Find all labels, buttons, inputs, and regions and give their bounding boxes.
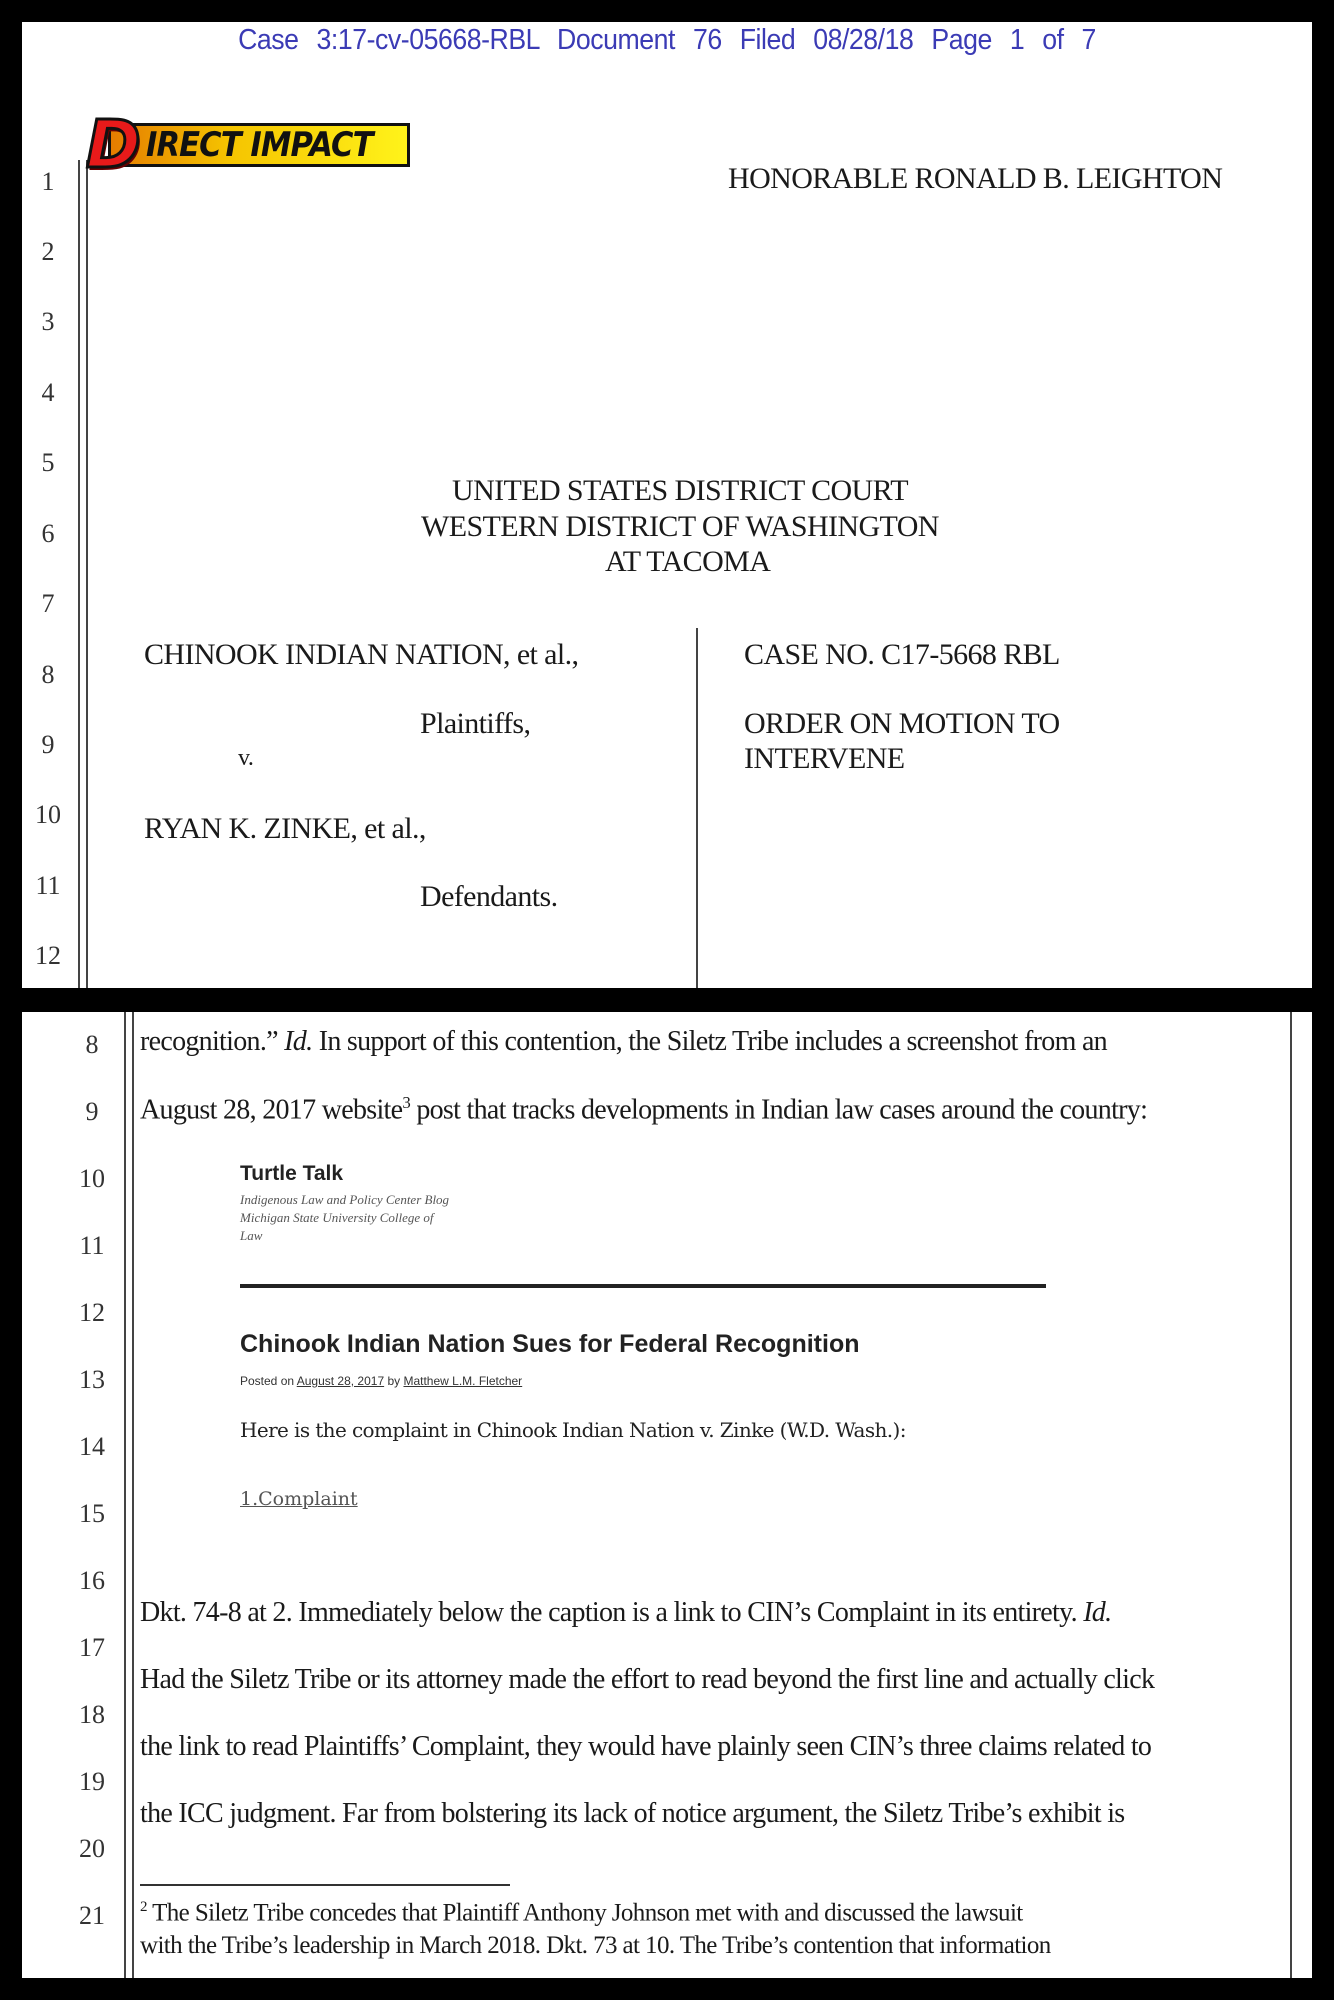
line-number: 15 — [79, 1499, 105, 1528]
line-number: 20 — [79, 1834, 105, 1863]
blog-site-subtitle: Law — [240, 1228, 263, 1243]
case-number: CASE NO. C17-5668 RBL — [744, 638, 1060, 671]
plaintiff-name: CHINOOK INDIAN NATION, et al., — [144, 638, 579, 671]
page-excerpt-crop — [22, 1012, 1312, 1978]
line-number: 13 — [79, 1365, 105, 1394]
caption-divider — [696, 628, 698, 988]
body-line-17: Had the Siletz Tribe or its attorney made the effort to read beyond the first line and actually click — [140, 1664, 1155, 1695]
line-number: 21 — [79, 1901, 105, 1930]
line-number: 9 — [85, 1097, 99, 1126]
line-number: 12 — [79, 1298, 105, 1327]
footnote-marker: 2 — [140, 1899, 147, 1915]
text: The Siletz Tribe concedes that Plaintiff Anthony Johnson met with and discussed the lawsuit — [146, 1899, 1023, 1927]
line-number: 3 — [41, 307, 55, 336]
blog-divider — [240, 1284, 1046, 1288]
id-citation: Id. — [1083, 1597, 1112, 1628]
line-number-rule-left — [78, 160, 80, 988]
author-link[interactable]: Matthew L.M. Fletcher — [403, 1374, 523, 1388]
footnote-line-1 — [140, 1899, 1023, 1927]
blog-post-meta — [240, 1374, 522, 1388]
line-number: 9 — [41, 730, 55, 759]
blog-post-body: Here is the complaint in Chinook Indian Nation v. Zinke (W.D. Wash.): — [240, 1418, 906, 1442]
text: August 28, 2017 website — [140, 1094, 403, 1126]
logo-text: IRECT IMPACT — [146, 125, 373, 165]
line-number: 14 — [79, 1432, 105, 1461]
line-number: 1 — [41, 167, 55, 196]
footnote-ref: 3 — [402, 1093, 411, 1112]
line-number-rule-left — [124, 1012, 126, 1978]
line-number: 6 — [41, 519, 55, 548]
right-margin-rule — [1290, 1012, 1292, 1978]
logo-initial: D — [86, 106, 141, 183]
line-number: 4 — [41, 378, 55, 407]
complaint-link[interactable]: 1.Complaint — [240, 1488, 358, 1510]
court-location: AT TACOMA — [605, 545, 771, 578]
line-number: 16 — [79, 1566, 105, 1595]
blog-site-subtitle: Indigenous Law and Policy Center Blog — [240, 1192, 450, 1207]
defendant-role: Defendants. — [420, 880, 558, 913]
line-number-rule-right — [132, 1012, 134, 1978]
text: Dkt. 74-8 at 2. Immediately below the caption is a link to CIN’s Complaint in its entirety. — [140, 1597, 1084, 1628]
body-line-16 — [140, 1597, 1111, 1629]
versus: v. — [238, 745, 254, 771]
posted-by: by — [384, 1374, 404, 1388]
text: post that tracks developments in Indian law cases around the country: — [410, 1094, 1148, 1126]
blog-site-subtitle: Michigan State University College of — [240, 1210, 434, 1225]
ecf-filing-header: Case 3:17-cv-05668-RBL Document 76 Filed 08/28/18 Page 1 of 7 — [238, 24, 1096, 56]
body-line-19: the ICC judgment. Far from bolstering its lack of notice argument, the Siletz Tribe’s exhibit is — [140, 1798, 1125, 1829]
line-number: 10 — [79, 1164, 105, 1193]
line-number: 12 — [35, 941, 61, 970]
footnote-separator — [140, 1884, 510, 1886]
line-number: 11 — [35, 871, 61, 900]
body-line-9 — [140, 1093, 1147, 1126]
court-name: UNITED STATES DISTRICT COURT — [452, 474, 908, 507]
line-number: 18 — [79, 1700, 105, 1729]
direct-impact-logo — [86, 106, 416, 191]
line-number: 8 — [41, 660, 55, 689]
text: recognition.” — [140, 1026, 285, 1057]
id-citation: Id. — [284, 1026, 313, 1057]
plaintiff-role: Plaintiffs, — [420, 707, 531, 740]
line-number: 7 — [41, 589, 55, 618]
defendant-name: RYAN K. ZINKE, et al., — [144, 812, 426, 845]
judge-name: HONORABLE RONALD B. LEIGHTON — [728, 162, 1223, 195]
order-title-line2: INTERVENE — [744, 742, 905, 775]
line-number: 8 — [85, 1030, 99, 1059]
line-number: 10 — [35, 800, 61, 829]
court-district: WESTERN DISTRICT OF WASHINGTON — [421, 510, 939, 543]
text: In support of this contention, the Siletz Tribe includes a screenshot from an — [312, 1026, 1107, 1057]
line-number: 5 — [41, 448, 55, 477]
blog-post-title: Chinook Indian Nation Sues for Federal Recognition — [240, 1330, 860, 1358]
posted-date-link[interactable]: August 28, 2017 — [296, 1374, 385, 1388]
line-number: 17 — [79, 1633, 105, 1662]
line-number: 2 — [41, 237, 55, 266]
line-number: 11 — [79, 1231, 105, 1260]
page-1-crop — [22, 22, 1312, 988]
footnote-line-2: with the Tribe’s leadership in March 2018. Dkt. 73 at 10. The Tribe’s contention that information — [140, 1932, 1051, 1959]
body-line-18: the link to read Plaintiffs’ Complaint, they would have plainly seen CIN’s three claims related to — [140, 1731, 1152, 1762]
line-number-rule-right — [86, 160, 88, 988]
blog-site-title: Turtle Talk — [240, 1162, 344, 1185]
order-title-line1: ORDER ON MOTION TO — [744, 707, 1060, 740]
posted-prefix: Posted on — [240, 1374, 297, 1388]
body-line-8 — [140, 1026, 1107, 1058]
line-number: 19 — [79, 1767, 105, 1796]
